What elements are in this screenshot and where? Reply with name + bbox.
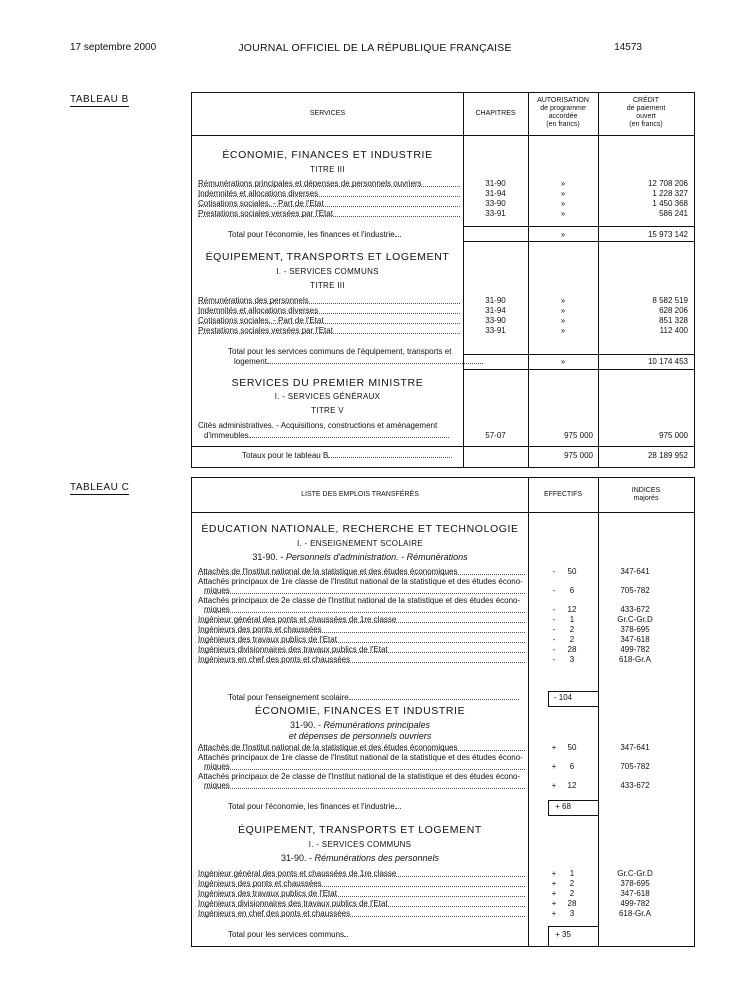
row-label: Attachés principaux de 2e classe de l'Institut national de la statistique et des études écono- bbox=[198, 772, 521, 781]
row-autorisation: » bbox=[560, 199, 566, 208]
row-chapitre: 33-91 bbox=[485, 326, 506, 335]
row-effectifs: 2 bbox=[569, 625, 575, 634]
header-date: 17 septembre 2000 bbox=[70, 42, 157, 53]
row-sign: - bbox=[552, 615, 556, 624]
row-label: Ingénieurs des ponts et chaussées bbox=[198, 879, 525, 889]
row-label: Ingénieurs divisionnaires des travaux publics de l'Etat bbox=[198, 645, 525, 655]
section-titre-premier-ministre: TITRE V bbox=[311, 406, 344, 415]
row-indice: 705-782 bbox=[620, 586, 650, 595]
row-sign: - bbox=[552, 567, 556, 576]
row-effectifs: 2 bbox=[569, 635, 575, 644]
total-effectifs-equipement-c: + 35 bbox=[555, 930, 571, 939]
row-label-continued: miques bbox=[204, 605, 525, 615]
section-subtitle-premier-ministre: I. - SERVICES GÉNÉRAUX bbox=[274, 392, 381, 401]
chapter-title-economie: 31-90. - Rémunérations principales bbox=[289, 720, 431, 730]
row-sign: + bbox=[551, 762, 557, 771]
row-effectifs: 3 bbox=[569, 655, 575, 664]
row-autorisation: » bbox=[560, 189, 566, 198]
row-effectifs: 50 bbox=[567, 567, 577, 576]
row-autorisation: » bbox=[560, 209, 566, 218]
row-sign: + bbox=[551, 781, 557, 790]
chapter-title-education: 31-90. - Personnels d'administration. - Rémunérations bbox=[252, 552, 468, 562]
row-credit: 8 582 519 bbox=[652, 296, 688, 305]
row-label: Ingénieurs des travaux publics de l'Etat bbox=[198, 635, 525, 645]
section-subtitle-equipement: I. - SERVICES COMMUNS bbox=[276, 267, 379, 276]
row-label: Cotisations sociales. - Part de l'Etat bbox=[198, 199, 460, 209]
row-credit: 12 708 206 bbox=[647, 179, 688, 188]
row-sign: + bbox=[551, 869, 557, 878]
row-label: Ingénieurs des travaux publics de l'Etat bbox=[198, 889, 525, 899]
row-label: Attachés principaux de 1re classe de l'Institut national de la statistique et des études écono- bbox=[198, 577, 523, 586]
row-effectifs: 3 bbox=[569, 909, 575, 918]
row-label: Ingénieurs en chef des ponts et chaussées bbox=[198, 655, 525, 665]
row-label-continued: miques bbox=[204, 586, 525, 596]
header-title: JOURNAL OFFICIEL DE LA RÉPUBLIQUE FRANÇAISE bbox=[238, 42, 512, 54]
tableau-c bbox=[191, 477, 695, 947]
row-label: Attachés principaux de 2e classe de l'Institut national de la statistique et des études écono- bbox=[198, 596, 521, 605]
row-label: Ingénieur général des ponts et chaussées de 1re classe bbox=[198, 615, 525, 625]
row-sign: - bbox=[552, 625, 556, 634]
row-effectifs: 28 bbox=[567, 899, 577, 908]
total-label-education: Total pour l'enseignement scolaire bbox=[228, 693, 519, 702]
row-chapitre: 31-94 bbox=[485, 189, 506, 198]
section-titre-eco: TITRE III bbox=[310, 165, 345, 174]
total-credit-eco: 15 973 142 bbox=[647, 230, 688, 239]
total-autorisation-eco: » bbox=[560, 230, 566, 239]
row-label-continued: miques bbox=[204, 762, 525, 772]
row-sign: + bbox=[551, 879, 557, 888]
row-effectifs: 2 bbox=[569, 879, 575, 888]
col-header-chapitres: CHAPITRES bbox=[475, 110, 516, 117]
section-subtitle-education: I. - ENSEIGNEMENT SCOLAIRE bbox=[297, 539, 423, 548]
total-autorisation-equipement: » bbox=[560, 357, 566, 366]
row-effectifs: 28 bbox=[567, 645, 577, 654]
row-chapitre: 33-91 bbox=[485, 209, 506, 218]
row-credit: 851 328 bbox=[659, 316, 688, 325]
chapter-title-economie-2: et dépenses de personnels ouvriers bbox=[288, 731, 432, 741]
row-chapitre: 57-07 bbox=[485, 431, 506, 440]
row-label: Attachés principaux de 1re classe de l'Institut national de la statistique et des études écono- bbox=[198, 753, 523, 762]
col-header-credit: CRÉDIT de paiement ouvert (en francs) bbox=[626, 97, 666, 128]
col-header-liste: LISTE DES EMPLOIS TRANSFÉRÉS bbox=[301, 491, 419, 498]
row-effectifs: 1 bbox=[569, 869, 575, 878]
row-credit: 112 400 bbox=[659, 326, 688, 335]
row-label: Ingénieurs en chef des ponts et chaussées bbox=[198, 909, 525, 919]
row-label: Indemnités et allocations diverses bbox=[198, 189, 460, 199]
row-label: Prestations sociales versées par l'Etat bbox=[198, 209, 460, 219]
row-credit: 1 228 327 bbox=[652, 189, 688, 198]
row-credit: 628 206 bbox=[659, 306, 688, 315]
row-indice: 433-672 bbox=[620, 605, 650, 614]
grand-total-autorisation: 975 000 bbox=[564, 451, 593, 460]
row-credit: 1 450 368 bbox=[652, 199, 688, 208]
row-effectifs: 12 bbox=[567, 781, 577, 790]
row-label: Rémunérations principales et dépenses de personnels ouvriers bbox=[198, 179, 460, 189]
row-sign: - bbox=[552, 645, 556, 654]
row-indice: 347-641 bbox=[620, 567, 650, 576]
row-indice: Gr.C-Gr.D bbox=[617, 869, 653, 878]
row-autorisation: » bbox=[560, 306, 566, 315]
col-header-indices: INDICES majorés bbox=[631, 487, 661, 502]
row-indice: 499-782 bbox=[620, 899, 650, 908]
row-label: Prestations sociales versées par l'Etat bbox=[198, 326, 460, 336]
row-autorisation: » bbox=[560, 296, 566, 305]
row-indice: 347-618 bbox=[620, 635, 650, 644]
row-label: Indemnités et allocations diverses bbox=[198, 306, 460, 316]
row-indice: 347-641 bbox=[620, 743, 650, 752]
col-header-effectifs: EFFECTIFS bbox=[543, 491, 583, 498]
col-header-autorisation: AUTORISATION de programme accordée (en francs) bbox=[537, 97, 589, 128]
row-sign: - bbox=[552, 655, 556, 664]
total-label-equipement-c: Total pour les services communs bbox=[228, 930, 348, 939]
total-label-equipement-2: logement bbox=[234, 357, 483, 366]
row-indice: Gr.C-Gr.D bbox=[617, 615, 653, 624]
section-subtitle-equipement-c: I. - SERVICES COMMUNS bbox=[308, 840, 412, 849]
total-label-economie: Total pour l'économie, les finances et l'industrie bbox=[228, 802, 401, 811]
row-sign: - bbox=[552, 635, 556, 644]
row-sign: - bbox=[552, 605, 556, 614]
section-titre-equipement: TITRE III bbox=[310, 281, 345, 290]
tableau-c-label: TABLEAU C bbox=[70, 482, 130, 493]
row-effectifs: 6 bbox=[569, 586, 575, 595]
section-title-education: ÉDUCATION NATIONALE, RECHERCHE ET TECHNOLOGIE bbox=[201, 523, 519, 535]
header-page-number: 14573 bbox=[614, 42, 642, 53]
tableau-b bbox=[191, 92, 695, 468]
row-autorisation: » bbox=[560, 326, 566, 335]
total-label-eco: Total pour l'économie, les finances et l'industrie bbox=[228, 230, 401, 239]
row-label-continued: miques bbox=[204, 781, 525, 791]
row-effectifs: 2 bbox=[569, 889, 575, 898]
row-sign: + bbox=[551, 899, 557, 908]
row-label: Ingénieur général des ponts et chaussées de 1re classe bbox=[198, 869, 525, 879]
row-indice: 499-782 bbox=[620, 645, 650, 654]
row-indice: 378-695 bbox=[620, 879, 650, 888]
row-indice: 347-618 bbox=[620, 889, 650, 898]
chapter-title-equipement-c: 31-90. - Rémunérations des personnels bbox=[280, 853, 440, 863]
section-title-premier-ministre: SERVICES DU PREMIER MINISTRE bbox=[231, 377, 424, 389]
row-label: Attachés de l'Institut national de la statistique et des études économiques bbox=[198, 567, 525, 577]
section-title-economie: ÉCONOMIE, FINANCES ET INDUSTRIE bbox=[254, 705, 466, 717]
row-autorisation: 975 000 bbox=[564, 431, 593, 440]
row-sign: + bbox=[551, 909, 557, 918]
row-effectifs: 12 bbox=[567, 605, 577, 614]
row-label: Rémunérations des personnels bbox=[198, 296, 460, 306]
row-indice: 705-782 bbox=[620, 762, 650, 771]
row-chapitre: 31-90 bbox=[485, 179, 506, 188]
total-effectifs-economie: + 68 bbox=[555, 802, 571, 811]
row-chapitre: 31-90 bbox=[485, 296, 506, 305]
row-credit: 586 241 bbox=[659, 209, 688, 218]
row-label: Ingénieurs des ponts et chaussées bbox=[198, 625, 525, 635]
section-title-equipement-c: ÉQUIPEMENT, TRANSPORTS ET LOGEMENT bbox=[238, 824, 482, 836]
total-effectifs-education: - 104 bbox=[553, 693, 573, 702]
row-effectifs: 1 bbox=[569, 615, 575, 624]
row-sign: - bbox=[552, 586, 556, 595]
section-title-equipement: ÉQUIPEMENT, TRANSPORTS ET LOGEMENT bbox=[205, 251, 450, 263]
tableau-b-label: TABLEAU B bbox=[70, 94, 129, 105]
row-label: Attachés de l'Institut national de la statistique et des études économiques bbox=[198, 743, 525, 753]
section-title-eco: ÉCONOMIE, FINANCES ET INDUSTRIE bbox=[222, 149, 433, 161]
row-effectifs: 6 bbox=[569, 762, 575, 771]
row-label: Cotisations sociales. - Part de l'Etat bbox=[198, 316, 460, 326]
row-sign: + bbox=[551, 889, 557, 898]
row-credit: 975 000 bbox=[659, 431, 688, 440]
col-header-services: SERVICES bbox=[309, 110, 346, 117]
row-chapitre: 33-90 bbox=[485, 316, 506, 325]
row-sign: + bbox=[551, 743, 557, 752]
row-indice: 618-Gr.A bbox=[618, 909, 651, 918]
total-label-equipement: Total pour les services communs de l'équipement, transports et bbox=[228, 347, 452, 356]
row-label-cites-2: d'immeubles bbox=[204, 431, 449, 440]
row-chapitre: 33-90 bbox=[485, 199, 506, 208]
row-indice: 433-672 bbox=[620, 781, 650, 790]
row-indice: 618-Gr.A bbox=[618, 655, 651, 664]
row-indice: 378-695 bbox=[620, 625, 650, 634]
row-autorisation: » bbox=[560, 316, 566, 325]
total-credit-equipement: 10 174 453 bbox=[647, 357, 688, 366]
row-chapitre: 31-94 bbox=[485, 306, 506, 315]
row-label-cites: Cités administratives. - Acquisitions, constructions et aménagement bbox=[198, 421, 438, 430]
grand-total-credit: 28 189 952 bbox=[647, 451, 688, 460]
row-effectifs: 50 bbox=[567, 743, 577, 752]
grand-total-label: Totaux pour le tableau B bbox=[242, 451, 452, 460]
row-autorisation: » bbox=[560, 179, 566, 188]
row-label: Ingénieurs divisionnaires des travaux publics de l'Etat bbox=[198, 899, 525, 909]
